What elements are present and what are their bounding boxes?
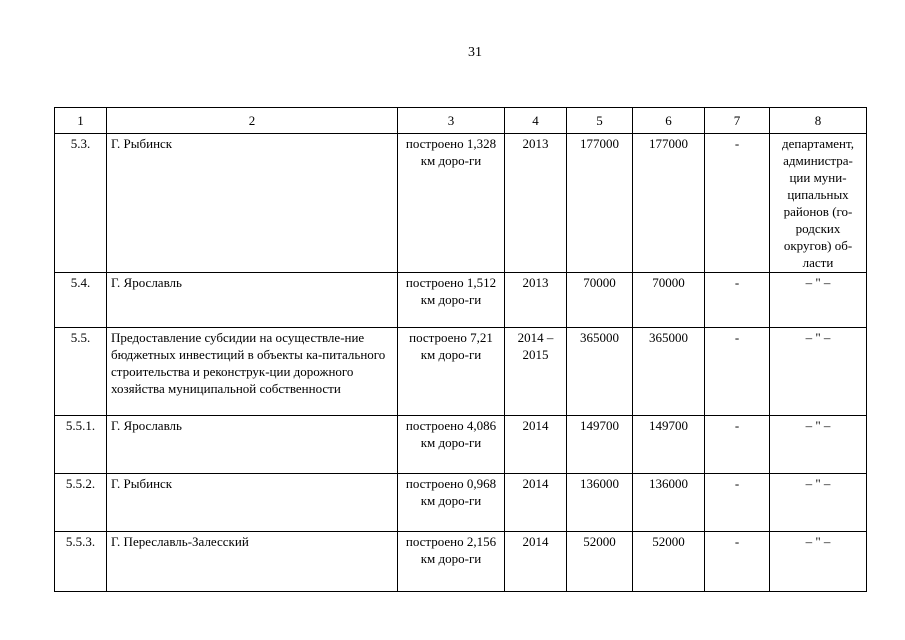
page-number: 31 xyxy=(468,45,482,60)
header-cell: 2 xyxy=(107,108,398,134)
table-row xyxy=(55,416,867,474)
item-name: Г. Переславль-Залесский xyxy=(107,532,398,592)
item-result: построено 1,512 км доро-ги xyxy=(398,273,505,328)
item-name: Г. Рыбинск xyxy=(107,134,398,273)
item-number: 5.5. xyxy=(55,328,107,416)
item-responsible: – " – xyxy=(770,328,867,416)
item-result: построено 0,968 км доро-ги xyxy=(398,474,505,532)
item-result: построено 2,156 км доро-ги xyxy=(398,532,505,592)
item-number: 5.4. xyxy=(55,273,107,328)
item-result: построено 7,21 км доро-ги xyxy=(398,328,505,416)
header-cell: 3 xyxy=(398,108,505,134)
item-year: 2014 – 2015 xyxy=(505,328,567,416)
item-col6: 70000 xyxy=(633,273,705,328)
item-name: Г. Ярославль xyxy=(107,273,398,328)
table-row xyxy=(55,328,867,416)
item-number: 5.5.3. xyxy=(55,532,107,592)
item-col7: - xyxy=(705,328,770,416)
item-col6: 149700 xyxy=(633,416,705,474)
item-responsible: – " – xyxy=(770,416,867,474)
header-cell: 1 xyxy=(55,108,107,134)
header-cell: 8 xyxy=(770,108,867,134)
item-col6: 136000 xyxy=(633,474,705,532)
table-row xyxy=(55,532,867,592)
item-col5: 177000 xyxy=(567,134,633,273)
item-col7: - xyxy=(705,474,770,532)
item-year: 2014 xyxy=(505,532,567,592)
header-cell: 6 xyxy=(633,108,705,134)
item-year: 2014 xyxy=(505,474,567,532)
item-number: 5.5.1. xyxy=(55,416,107,474)
item-number: 5.5.2. xyxy=(55,474,107,532)
item-name: Г. Рыбинск xyxy=(107,474,398,532)
item-col5: 365000 xyxy=(567,328,633,416)
item-col5: 149700 xyxy=(567,416,633,474)
item-responsible: – " – xyxy=(770,273,867,328)
item-year: 2013 xyxy=(505,273,567,328)
item-col7: - xyxy=(705,134,770,273)
item-col7: - xyxy=(705,416,770,474)
item-responsible: – " – xyxy=(770,532,867,592)
item-name: Г. Ярославль xyxy=(107,416,398,474)
item-responsible: департамент, администра-ции муни-ципальных районов (го-родских округов) об-ласти xyxy=(770,134,867,273)
header-cell: 5 xyxy=(567,108,633,134)
item-year: 2013 xyxy=(505,134,567,273)
item-year: 2014 xyxy=(505,416,567,474)
item-col5: 136000 xyxy=(567,474,633,532)
item-col5: 70000 xyxy=(567,273,633,328)
item-result: построено 4,086 км доро-ги xyxy=(398,416,505,474)
item-responsible: – " – xyxy=(770,474,867,532)
table-header-row xyxy=(55,108,867,134)
header-cell: 7 xyxy=(705,108,770,134)
item-col7: - xyxy=(705,532,770,592)
item-col6: 365000 xyxy=(633,328,705,416)
program-table xyxy=(54,107,867,592)
table-row xyxy=(55,474,867,532)
item-col6: 52000 xyxy=(633,532,705,592)
item-col7: - xyxy=(705,273,770,328)
header-cell: 4 xyxy=(505,108,567,134)
item-result: построено 1,328 км доро-ги xyxy=(398,134,505,273)
table-row xyxy=(55,273,867,328)
item-number: 5.3. xyxy=(55,134,107,273)
item-col6: 177000 xyxy=(633,134,705,273)
table-row xyxy=(55,134,867,273)
item-name: Предоставление субсидии на осуществле-ние бюджетных инвестиций в объекты ка-питального строительства и реконструк-ции дорожного хозяйства муниципальной собственности xyxy=(107,328,398,416)
item-col5: 52000 xyxy=(567,532,633,592)
